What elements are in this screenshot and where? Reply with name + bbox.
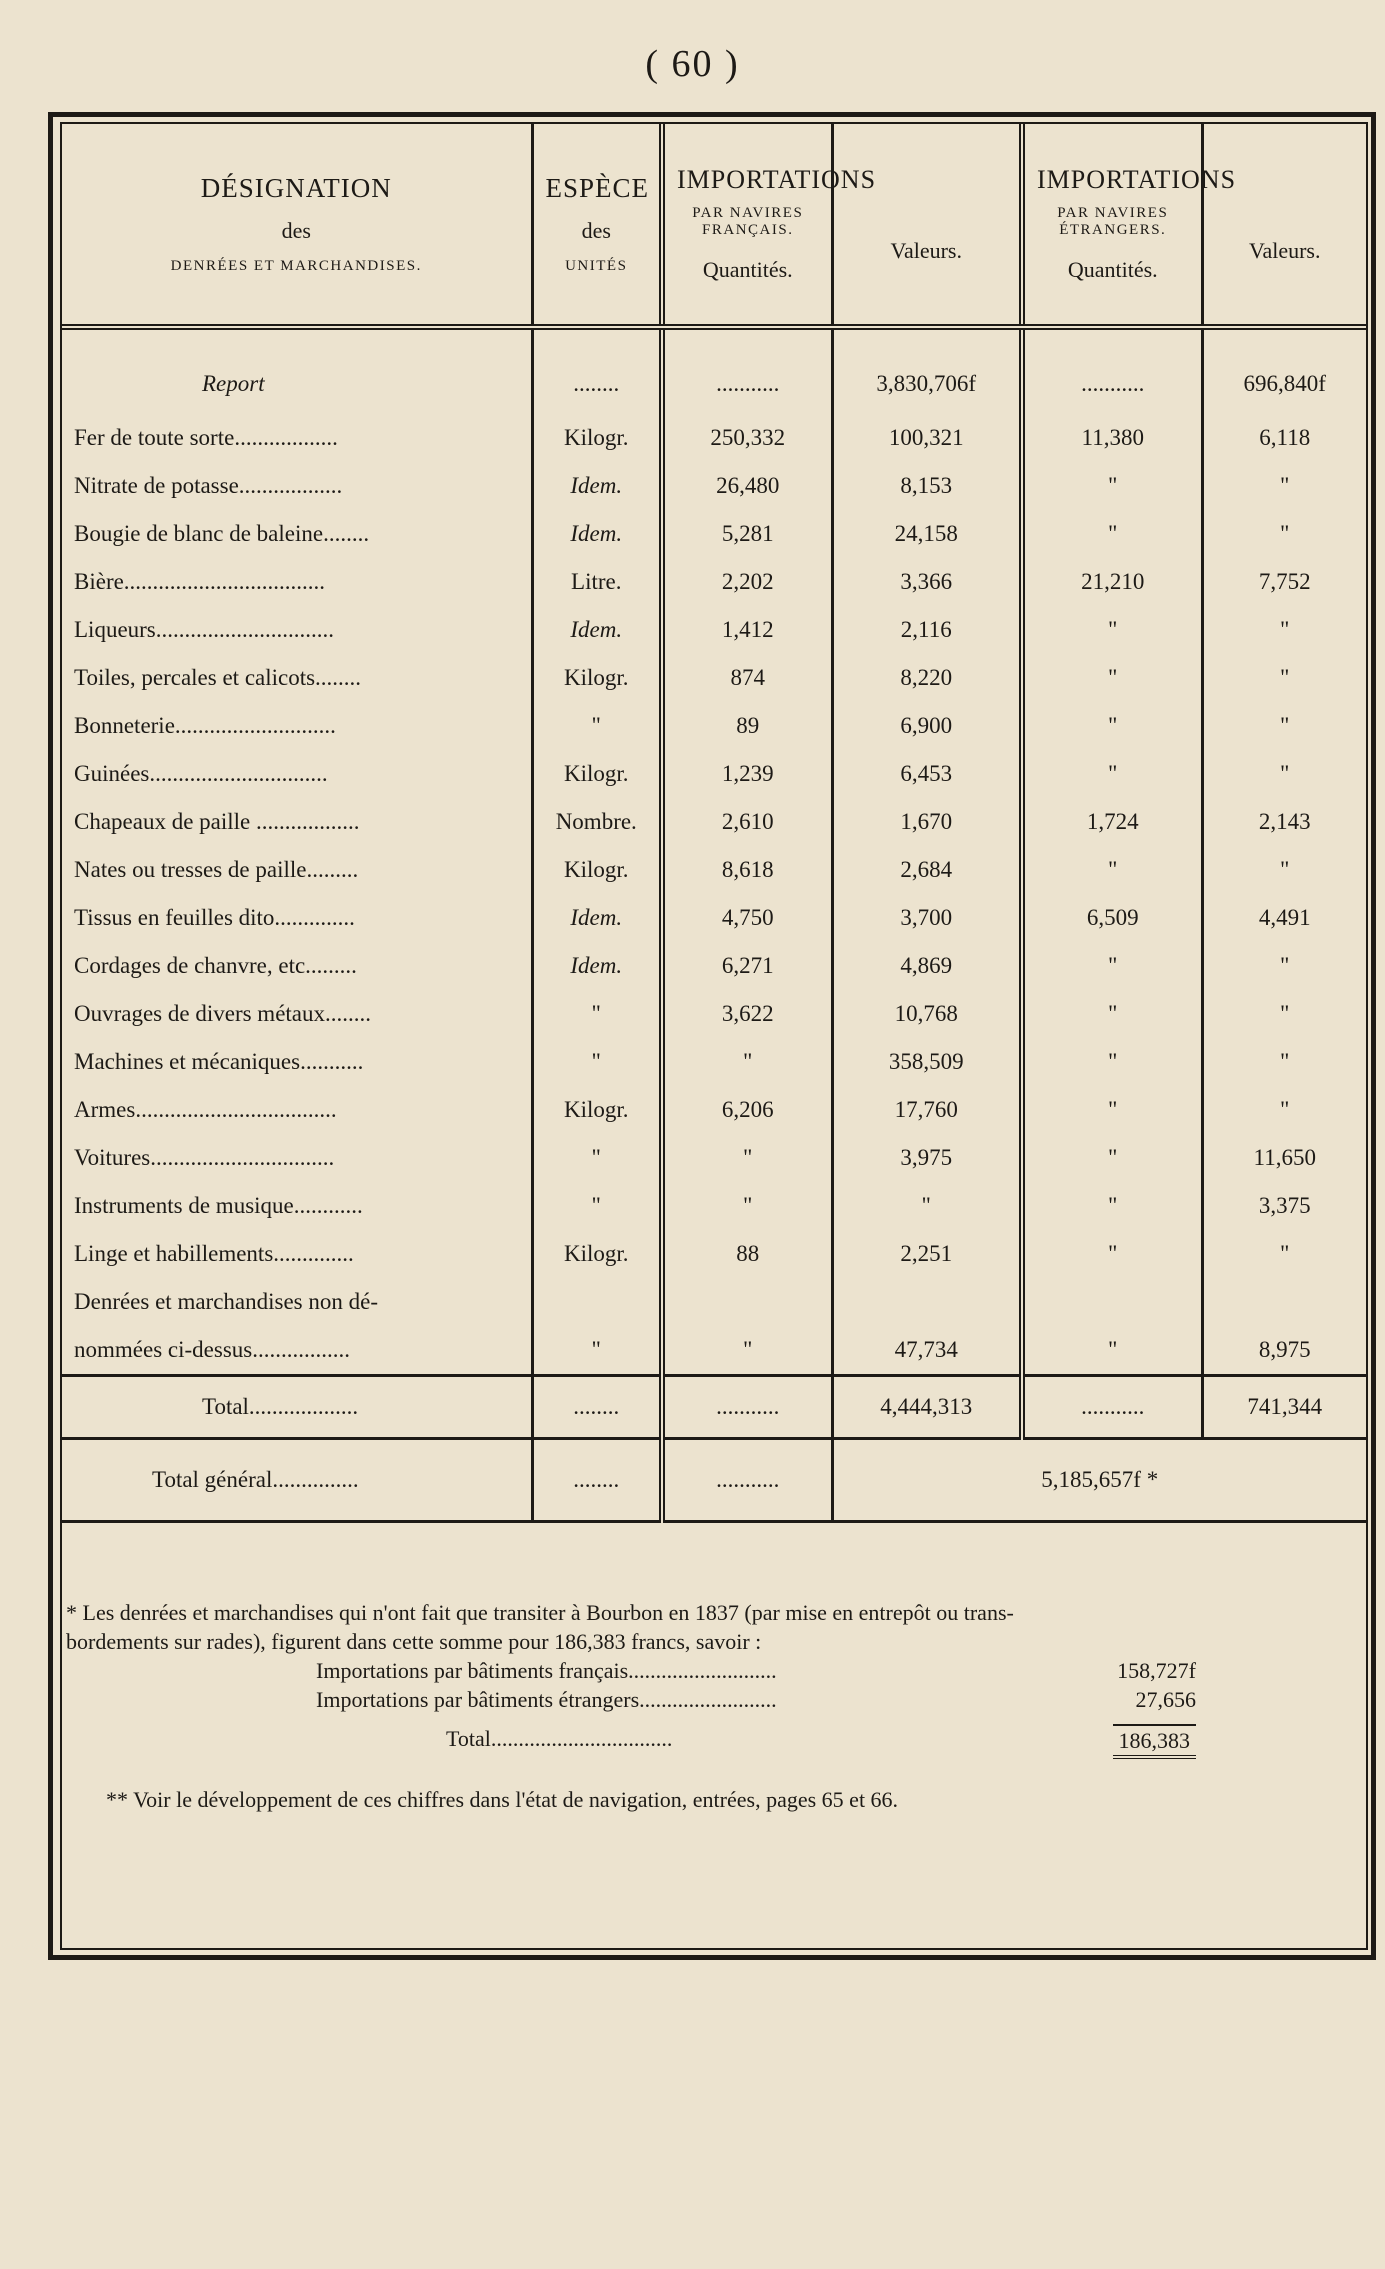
footnote-line-1: * Les denrées et marchandises qui n'ont fait que transiter à Bourbon en 1837 (par mise en entrepôt ou trans- — [66, 1600, 1014, 1625]
unit-cell: Kilogr. — [532, 654, 662, 702]
item-name: Liqueurs............................... — [74, 617, 335, 642]
french-value: 10,768 — [832, 990, 1022, 1038]
table-row — [62, 1086, 1366, 1134]
french-quantity: 1,239 — [662, 750, 832, 798]
item-name: Bonneterie............................ — [74, 713, 336, 738]
foreign-quantity: " — [1022, 510, 1202, 558]
table-row — [62, 1326, 1366, 1376]
item-name: Tissus en feuilles dito.............. — [74, 905, 355, 930]
total-row: Total................... ........ ........... 4,444,313 ........... 741,344 — [62, 1376, 1366, 1439]
unit-cell: Idem. — [532, 462, 662, 510]
unit-cell: Kilogr. — [532, 414, 662, 462]
foreign-quantity: 11,380 — [1022, 414, 1202, 462]
foreign-quantity: " — [1022, 1134, 1202, 1182]
table-row — [62, 846, 1366, 894]
french-valeurs-header: Valeurs. — [832, 124, 1022, 327]
item-name: Nitrate de potasse.................. — [74, 473, 343, 498]
table-body — [62, 327, 1366, 1376]
report-row — [62, 327, 1366, 414]
french-value: 3,700 — [832, 894, 1022, 942]
item-name: Linge et habillements.............. — [74, 1241, 354, 1266]
foreign-quantity: " — [1022, 1086, 1202, 1134]
foreign-quantity — [1022, 1278, 1202, 1326]
foreign-value: 2,143 — [1202, 798, 1366, 846]
french-value: 100,321 — [832, 414, 1022, 462]
foreign-value: " — [1202, 1038, 1366, 1086]
item-name: Bougie de blanc de baleine........ — [74, 521, 370, 546]
table-row — [62, 510, 1366, 558]
french-value: 358,509 — [832, 1038, 1022, 1086]
item-name: Nates ou tresses de paille......... — [74, 857, 359, 882]
foreign-quantity: 21,210 — [1022, 558, 1202, 606]
foreign-value: " — [1202, 1086, 1366, 1134]
item-name: Machines et mécaniques........... — [74, 1049, 364, 1074]
foreign-value: " — [1202, 654, 1366, 702]
french-quantity: 5,281 — [662, 510, 832, 558]
foreign-imports-subtitle: PAR NAVIRES ÉTRANGERS. — [1057, 205, 1169, 238]
unit-cell: Nombre. — [532, 798, 662, 846]
foreign-value: " — [1202, 606, 1366, 654]
unit-cell: Idem. — [532, 510, 662, 558]
unit-cell: " — [532, 990, 662, 1038]
unit-cell — [532, 1278, 662, 1326]
french-quantity: " — [662, 1182, 832, 1230]
foreign-value: " — [1202, 846, 1366, 894]
item-name: Guinées............................... — [74, 761, 328, 786]
footnote-item: Importations par bâtiments étrangers......................... 27,656 — [316, 1687, 1196, 1712]
unit-cell: Kilogr. — [532, 750, 662, 798]
item-name: Chapeaux de paille .................. — [74, 809, 360, 834]
footnote-total: Total................................. 186,383 — [446, 1724, 1196, 1759]
item-name: Fer de toute sorte.................. — [74, 425, 338, 450]
unit-cell: Idem. — [532, 894, 662, 942]
french-quantity: 2,202 — [662, 558, 832, 606]
table-row — [62, 462, 1366, 510]
unit-cell: ........ — [532, 327, 662, 414]
foreign-value: " — [1202, 462, 1366, 510]
table-row — [62, 990, 1366, 1038]
foreign-value — [1202, 1278, 1366, 1326]
table-row — [62, 1134, 1366, 1182]
table-row — [62, 942, 1366, 990]
unit-cell: " — [532, 1038, 662, 1086]
french-quantity: 3,622 — [662, 990, 832, 1038]
foreign-quantity: " — [1022, 942, 1202, 990]
french-value: 4,869 — [832, 942, 1022, 990]
foreign-quantity: " — [1022, 1038, 1202, 1086]
table-row — [62, 1182, 1366, 1230]
french-value: 3,366 — [832, 558, 1022, 606]
table-row — [62, 894, 1366, 942]
foreign-value: 3,375 — [1202, 1182, 1366, 1230]
unit-cell: Litre. — [532, 558, 662, 606]
foreign-value: 11,650 — [1202, 1134, 1366, 1182]
foreign-quantity: 1,724 — [1022, 798, 1202, 846]
foreign-quantity: " — [1022, 606, 1202, 654]
french-quantity: 6,271 — [662, 942, 832, 990]
french-value: 47,734 — [832, 1326, 1022, 1376]
espece-header: ESPÈCE des UNITÉS — [532, 124, 662, 327]
imports-table — [62, 124, 1366, 1523]
french-quantity: 89 — [662, 702, 832, 750]
foreign-value: " — [1202, 750, 1366, 798]
foreign-value: " — [1202, 990, 1366, 1038]
foreign-quantity: " — [1022, 990, 1202, 1038]
foreign-value: 7,752 — [1202, 558, 1366, 606]
foreign-quantity: " — [1022, 846, 1202, 894]
foreign-value: 6,118 — [1202, 414, 1366, 462]
item-name: Toiles, percales et calicots........ — [74, 665, 362, 690]
french-quantity: 874 — [662, 654, 832, 702]
unit-cell: Idem. — [532, 942, 662, 990]
item-name: Report — [202, 371, 265, 396]
unit-cell: " — [532, 1326, 662, 1376]
french-value: 1,670 — [832, 798, 1022, 846]
foreign-quantity: " — [1022, 1326, 1202, 1376]
page-number: ( 60 ) — [645, 43, 740, 85]
item-name: Instruments de musique............ — [74, 1193, 363, 1218]
foreign-value: " — [1202, 510, 1366, 558]
table-row — [62, 1230, 1366, 1278]
french-value: 8,220 — [832, 654, 1022, 702]
foreign-quantity: " — [1022, 1230, 1202, 1278]
table-row — [62, 702, 1366, 750]
unit-cell: Kilogr. — [532, 846, 662, 894]
french-quantity: 88 — [662, 1230, 832, 1278]
footnote-note-2: ** Voir le développement de ces chiffres dans l'état de navigation, entrées, pages 65 et 66. — [106, 1787, 899, 1812]
french-value: " — [832, 1182, 1022, 1230]
item-name: Cordages de chanvre, etc......... — [74, 953, 357, 978]
unit-cell: Kilogr. — [532, 1086, 662, 1134]
french-quantity: 1,412 — [662, 606, 832, 654]
foreign-value: " — [1202, 1230, 1366, 1278]
foreign-value: 696,840f — [1202, 327, 1366, 414]
item-name: Ouvrages de divers métaux........ — [74, 1001, 372, 1026]
table-row — [62, 606, 1366, 654]
footnote-line-2: bordements sur rades), figurent dans cette somme pour 186,383 francs, savoir : — [66, 1629, 762, 1654]
foreign-value: 8,975 — [1202, 1326, 1366, 1376]
unit-cell: " — [532, 702, 662, 750]
item-name: nommées ci-dessus................. — [74, 1337, 350, 1362]
grand-total-row: Total général............... ........ ........... 5,185,657f * — [62, 1439, 1366, 1522]
unit-cell: Idem. — [532, 606, 662, 654]
foreign-value: 4,491 — [1202, 894, 1366, 942]
foreign-quantity: " — [1022, 702, 1202, 750]
french-quantity: " — [662, 1038, 832, 1086]
designation-header: DÉSIGNATION des DENRÉES ET MARCHANDISES. — [62, 124, 532, 327]
french-value: 2,684 — [832, 846, 1022, 894]
grand-total-value: 5,185,657f * — [832, 1439, 1366, 1522]
foreign-quantity: " — [1022, 1182, 1202, 1230]
imports-table-wrapper — [62, 124, 1366, 1523]
foreign-value: " — [1202, 942, 1366, 990]
item-name: Bière................................... — [74, 569, 326, 594]
french-quantity: 8,618 — [662, 846, 832, 894]
foreign-valeurs-header: Valeurs. — [1202, 124, 1366, 327]
french-quantity: 250,332 — [662, 414, 832, 462]
french-value — [832, 1278, 1022, 1326]
foreign-quantites-header: IMPORTATIONS PAR NAVIRES ÉTRANGERS. Quantités. — [1022, 124, 1202, 327]
header-row — [62, 124, 1366, 327]
footnote — [66, 1598, 1366, 1814]
french-quantity: 2,610 — [662, 798, 832, 846]
foreign-imports-title: IMPORTATIONS — [1037, 165, 1237, 194]
french-quantity: 6,206 — [662, 1086, 832, 1134]
foreign-quantity: 6,509 — [1022, 894, 1202, 942]
foreign-quantity: " — [1022, 750, 1202, 798]
french-value: 2,116 — [832, 606, 1022, 654]
french-value: 6,900 — [832, 702, 1022, 750]
unit-cell: " — [532, 1182, 662, 1230]
table-row — [62, 1278, 1366, 1326]
footnote-item: Importations par bâtiments français........................... 158,727f — [316, 1658, 1196, 1683]
table-row — [62, 750, 1366, 798]
french-imports-subtitle: PAR NAVIRES FRANÇAIS. — [692, 205, 804, 238]
foreign-quantity: ........... — [1022, 327, 1202, 414]
foreign-quantity: " — [1022, 654, 1202, 702]
french-value: 24,158 — [832, 510, 1022, 558]
french-value: 8,153 — [832, 462, 1022, 510]
french-quantity: 26,480 — [662, 462, 832, 510]
unit-cell: " — [532, 1134, 662, 1182]
item-name: Denrées et marchandises non dé- — [74, 1289, 378, 1314]
foreign-quantity: " — [1022, 462, 1202, 510]
french-quantity: 4,750 — [662, 894, 832, 942]
french-imports-title: IMPORTATIONS — [677, 165, 877, 194]
french-value: 6,453 — [832, 750, 1022, 798]
french-value: 17,760 — [832, 1086, 1022, 1134]
french-quantity: ........... — [662, 327, 832, 414]
item-name: Armes................................... — [74, 1097, 337, 1122]
french-quantity: " — [662, 1134, 832, 1182]
french-quantity: " — [662, 1326, 832, 1376]
french-quantity — [662, 1278, 832, 1326]
french-value: 3,830,706f — [832, 327, 1022, 414]
table-row — [62, 1038, 1366, 1086]
foreign-value: " — [1202, 702, 1366, 750]
unit-cell: Kilogr. — [532, 1230, 662, 1278]
table-row — [62, 798, 1366, 846]
french-quantites-header: IMPORTATIONS PAR NAVIRES FRANÇAIS. Quantités. — [662, 124, 832, 327]
french-value: 3,975 — [832, 1134, 1022, 1182]
table-row — [62, 654, 1366, 702]
table-row — [62, 414, 1366, 462]
table-row — [62, 558, 1366, 606]
item-name: Voitures................................ — [74, 1145, 335, 1170]
french-value: 2,251 — [832, 1230, 1022, 1278]
footnote-items — [316, 1656, 1196, 1714]
